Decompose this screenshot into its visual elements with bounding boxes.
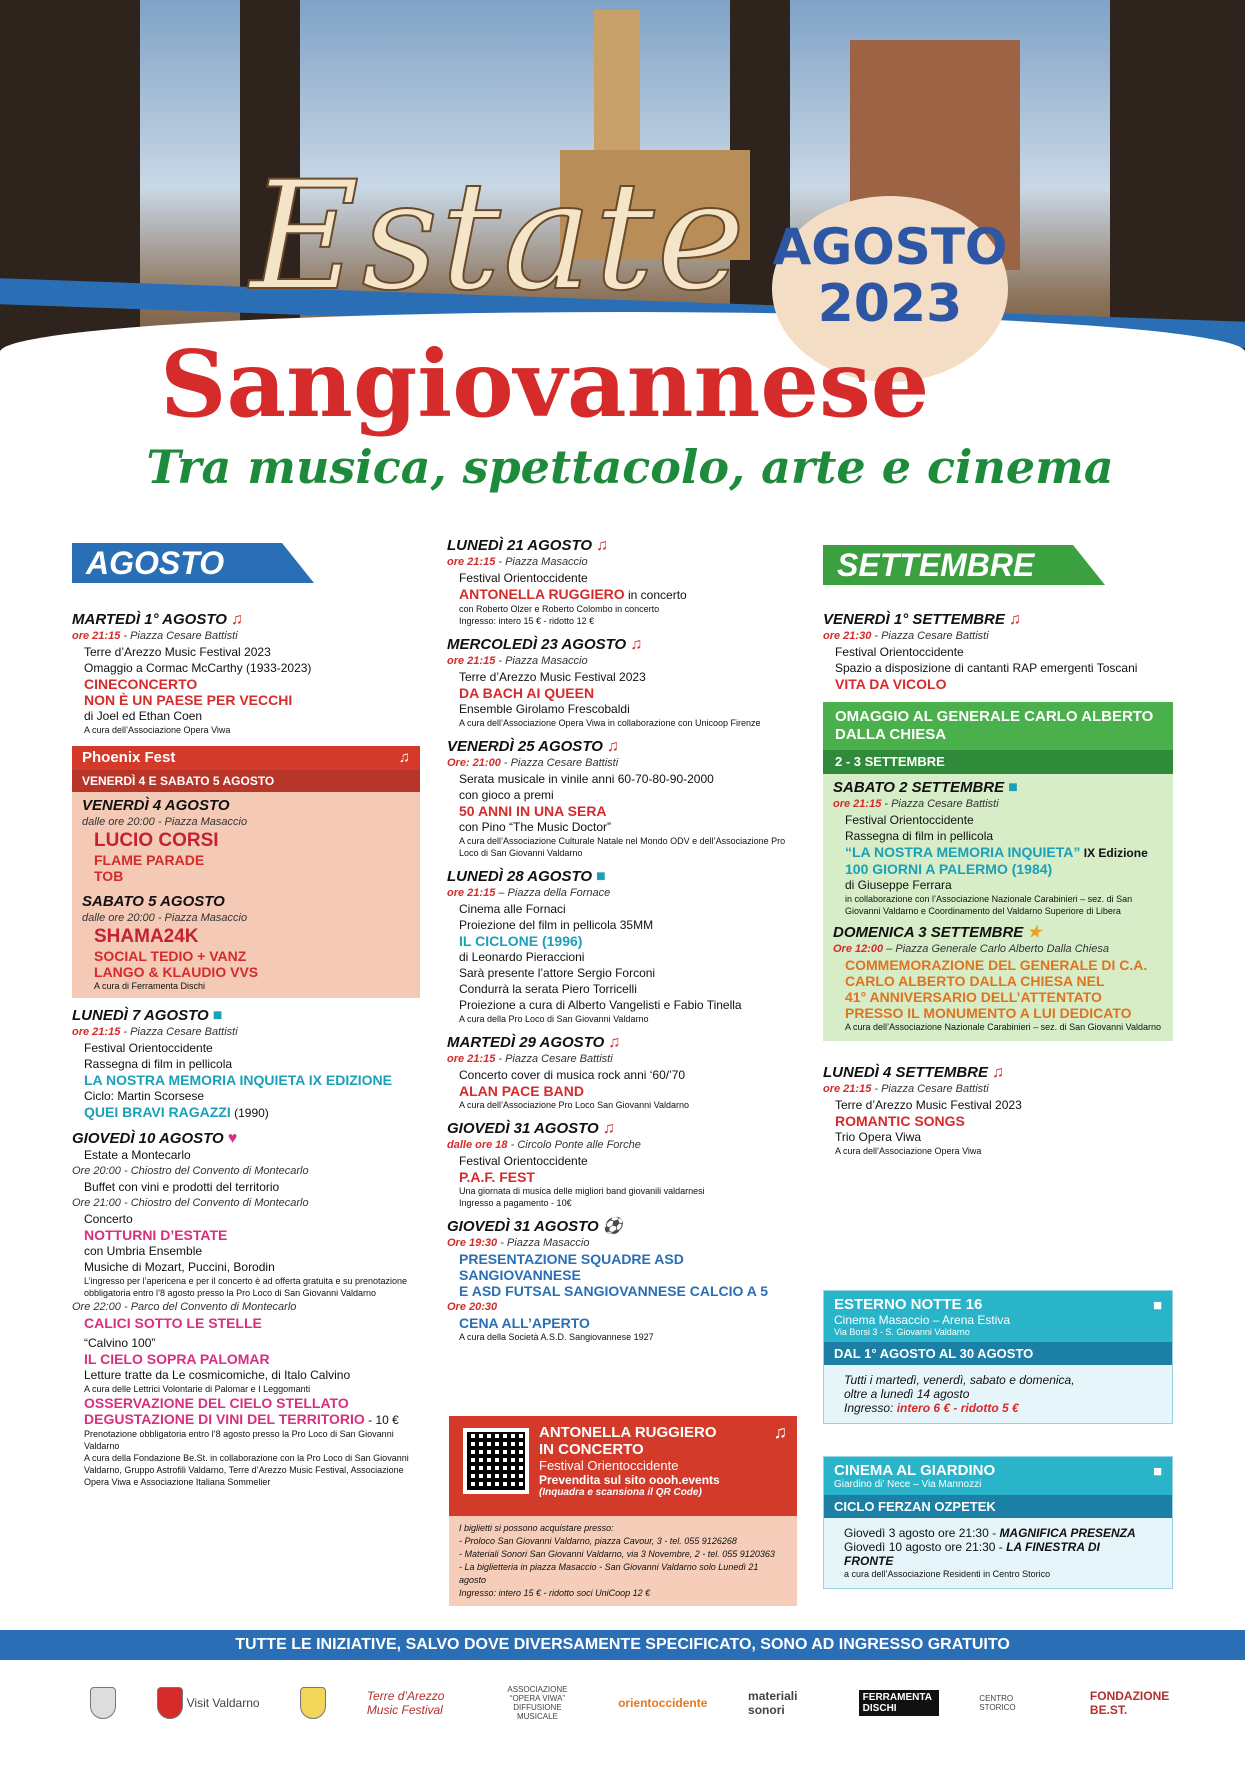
film-title: LA FINESTRA DI FRONTE: [844, 1540, 1100, 1568]
music-note-icon: ♫: [630, 636, 643, 653]
event-date: MARTEDÌ 29 AGOSTO: [447, 1034, 605, 1051]
ticket-info: - La biglietteria in piazza Masaccio - San Giovanni Valdarno solo Lunedì 21 agosto: [459, 1562, 759, 1585]
event-date: SABATO 5 AGOSTO: [82, 893, 225, 910]
event-title: IL CICLONE (1996): [459, 933, 583, 949]
camera-icon: ■: [1008, 779, 1018, 796]
event-title: PRESSO IL MONUMENTO A LUI DEDICATO: [845, 1005, 1132, 1021]
event-note: Prenotazione obbligatoria entro l’8 agosto presso la Pro Loco di San Giovanni Valdarno: [84, 1429, 394, 1451]
event-date: LUNEDÌ 4 SETTEMBRE: [823, 1064, 989, 1081]
event-line: “Calvino 100”: [84, 1336, 156, 1350]
badge-month: AGOSTO: [772, 218, 1008, 276]
camera-icon: ■: [1152, 1463, 1162, 1480]
section-agosto: AGOSTO: [72, 543, 282, 583]
event-line: Festival Orientoccidente: [84, 1041, 213, 1055]
event-date: DOMENICA 3 SETTEMBRE: [833, 924, 1024, 941]
tagline: Tra musica, spettacolo, arte e cinema: [146, 440, 1114, 494]
arch-column: [1110, 0, 1245, 350]
event-line: di Leonardo Pieraccioni: [459, 950, 585, 964]
visit-valdarno-logo-icon: [157, 1687, 183, 1719]
event-where: Ore 19:30 - Piazza Masaccio: [447, 1237, 590, 1249]
giardino-cycle: CICLO FERZAN OZPETEK: [824, 1495, 1172, 1518]
event-where: Ore 22:00 - Parco del Convento di Montecarlo: [72, 1301, 297, 1313]
event: [447, 1035, 801, 1111]
giardino-title: CINEMA AL GIARDINO: [834, 1462, 996, 1479]
event-line: Festival Orientoccidente: [845, 813, 974, 827]
event-title: “LA NOSTRA MEMORIA INQUIETA”: [845, 844, 1081, 860]
artist: SHAMA24K: [94, 926, 199, 947]
music-note-icon: ♫: [992, 1064, 1005, 1081]
phoenix-dates: VENERDÌ 4 E SABATO 5 AGOSTO: [72, 770, 420, 792]
event-line: Cinema alle Fornaci: [459, 902, 566, 916]
event-line: Festival Orientoccidente: [835, 645, 964, 659]
event-title: 100 GIORNI A PALERMO (1984): [845, 861, 1053, 877]
event-credit: a cura dell’Associazione Residenti in Centro Storico: [844, 1569, 1051, 1579]
artist: FLAME PARADE: [94, 852, 205, 868]
event-credit: A cura della Fondazione Be.St. in collaborazione con la Pro Loco di San Giovanni Valdarno, Gruppo Astrofili Valdarno, Terre d’Arezzo Music Festival, Associazione Opera Viwa e Associazione Italiana Sommelier: [84, 1453, 409, 1487]
esterno-line: oltre a lunedì 14 agosto: [844, 1387, 970, 1401]
event-title: ROMANTIC SONGS: [835, 1113, 965, 1129]
music-note-icon: ♫: [608, 1034, 621, 1051]
event-date: VENERDÌ 4 AGOSTO: [82, 797, 230, 814]
logo-fondazione-best: FONDAZIONE BE.ST.: [1089, 1689, 1170, 1717]
event-line: di Joel ed Ethan Coen: [84, 709, 203, 723]
ticket-festival: Festival Orientoccidente: [539, 1458, 679, 1473]
ticket-info: - Proloco San Giovanni Valdarno, piazza Cavour, 3 - tel. 055 9126268: [459, 1536, 737, 1546]
event: [823, 612, 1173, 692]
event: [447, 637, 801, 729]
phoenix-fest-box: [72, 746, 420, 998]
ticket-title: ANTONELLA RUGGIERO: [539, 1424, 717, 1441]
event-date: MERCOLEDÌ 23 AGOSTO: [447, 636, 627, 653]
event-line: con Pino “The Music Doctor”: [459, 820, 612, 834]
title-estate: Estate: [250, 150, 748, 324]
event: LUNEDÌ 21 AGOSTO ♫ ore 21:15 - Piazza Masaccio Festival Orientoccidente ANTONELLA RUGGIERO in concerto con Roberto Olzer e Roberto Colombo in concerto Ingresso: intero 15 € - ridotto 12 €: [447, 538, 801, 627]
logo-materiali-sonori: materiali sonori: [748, 1689, 798, 1717]
artist: TOB: [94, 868, 124, 884]
event-where: ore 21:15 - Piazza Masaccio: [447, 556, 588, 568]
event-line: Condurrà la serata Piero Torricelli: [459, 982, 637, 996]
event-where: ore 21:15 - Piazza Cesare Battisti: [823, 1083, 989, 1095]
event-where: ore 21:15 - Piazza Cesare Battisti: [72, 1026, 238, 1038]
event-where: Ore: 21:00 - Piazza Cesare Battisti: [447, 757, 619, 769]
event-date: GIOVEDÌ 31 AGOSTO: [447, 1120, 599, 1137]
event-credit: in collaborazione con l’Associazione Nazionale Carabinieri – sez. di San Giovanni Valdarno e Coordinamento del Valdarno Superiore di Libera: [845, 894, 1133, 916]
column-2: [447, 538, 801, 1353]
event-line: Letture tratte da Le cosmicomiche, di Italo Calvino: [84, 1368, 351, 1382]
event-title: 50 ANNI IN UNA SERA: [459, 803, 607, 819]
event-line: Estate a Montecarlo: [84, 1148, 191, 1162]
event-line: Una giornata di musica delle migliori band giovanili valdarnesi: [459, 1186, 705, 1196]
event-date: VENERDÌ 25 AGOSTO: [447, 738, 603, 755]
omaggio-box: OMAGGIO AL GENERALE CARLO ALBERTO DALLA CHIESA 2 - 3 SETTEMBRE SABATO 2 SETTEMBRE ■ ore 21:15 - Piazza Cesare Battisti Festival Orientoccidente Rassegna di film in pellicola “LA NOSTRA MEMORIA INQUIETA” IX Edizione 100 GIORNI A PALERMO (1984) di Giuseppe Ferrara in collaborazione con l’Associazione Nazionale Carabinieri – sez. di San Giovanni Valdarno e Coordinamento del Valdarno Superiore di Libera DOMENICA 3 SETTEMBRE ★ Ore 12:00 – Piazza Generale Carlo Alberto Dalla Chiesa COMMEMORAZIONE DEL GENERALE DI C.A. CARLO ALBERTO DALLA CHIESA NEL 41° ANNIVERSARIO DELL’ATTENTATO PRESSO IL MONUMENTO A LUI DEDICATO A cura dell’Associazione Nazionale Carabinieri – sez. di San Giovanni Valdarno: [823, 702, 1173, 1041]
event-date: GIOVEDÌ 31 AGOSTO: [447, 1218, 599, 1235]
event-line: Concerto: [84, 1212, 133, 1226]
event-line: Serata musicale in vinile anni 60-70-80-90-2000: [459, 772, 714, 786]
event-where: Ore 21:00 - Chiostro del Convento di Montecarlo: [72, 1197, 309, 1209]
event-line: Terre d’Arezzo Music Festival 2023: [459, 670, 646, 684]
camera-icon: ■: [1152, 1297, 1162, 1314]
artist: LANGO & KLAUDIO VVS: [94, 964, 259, 980]
event-title: P.A.F. FEST: [459, 1169, 535, 1185]
event-date: SABATO 2 SETTEMBRE: [833, 779, 1005, 796]
logo-orientoccidente: orientoccidente: [618, 1696, 708, 1710]
ticket-presale: Prevendita sul sito oooh.events: [539, 1473, 720, 1487]
event: [447, 1121, 801, 1209]
ticket-box: [449, 1416, 797, 1606]
event-date: GIOVEDÌ 10 AGOSTO ♥: [72, 1130, 238, 1147]
event-where: ore 21:15 – Piazza della Fornace: [447, 887, 611, 899]
event-where: dalle ore 18 - Circolo Ponte alle Forche: [447, 1139, 641, 1151]
event-title: ALAN PACE BAND: [459, 1083, 584, 1099]
giardino-venue: Giardino di’ Nece – Via Mannozzi: [834, 1479, 982, 1490]
music-note-icon: ♫: [398, 749, 410, 766]
event-title: DA BACH AI QUEEN: [459, 685, 595, 701]
event-credit: A cura della Società A.S.D. Sangiovannese 1927: [459, 1332, 654, 1342]
event-line: con Roberto Olzer e Roberto Colombo in concerto: [459, 604, 660, 614]
column-1: [72, 612, 420, 1498]
event-line: Musiche di Mozart, Puccini, Borodin: [84, 1260, 275, 1274]
event-line: Festival Orientoccidente: [459, 1154, 588, 1168]
event-title: E ASD FUTSAL SANGIOVANNESE CALCIO A 5: [459, 1283, 769, 1299]
event-where: ore 21:15 - Piazza Masaccio: [447, 655, 588, 667]
event-where: ore 21:30 - Piazza Cesare Battisti: [823, 630, 989, 642]
event-title: OSSERVAZIONE DEL CIELO STELLATO: [84, 1395, 349, 1411]
event-date: MARTEDÌ 1° AGOSTO ♫: [72, 611, 243, 628]
qr-code[interactable]: [463, 1428, 529, 1494]
proloco-logo-icon: [300, 1687, 326, 1719]
event-line: Concerto cover di musica rock anni ‘60/’70: [459, 1068, 686, 1082]
event-title: QUEI BRAVI RAGAZZI: [84, 1104, 231, 1120]
event-note: L’ingresso per l’apericena e per il concerto è ad offerta gratuita e su prenotazione obbligatoria entro l’8 agosto presso la Pro Loco di San Giovanni Valdarno: [84, 1276, 408, 1298]
event: [447, 739, 801, 859]
ticket-info: - Materiali Sonori San Giovanni Valdarno, via 3 Novembre, 2 - tel. 055 9120363: [459, 1549, 775, 1559]
event-price: - 10 €: [364, 1413, 399, 1427]
music-note-icon: ♫: [596, 537, 609, 554]
event-where: dalle ore 20:00 - Piazza Masaccio: [82, 816, 248, 828]
event: [823, 1065, 1173, 1157]
event-credit: A cura delle Lettrici Volontarie di Palomar e I Leggomanti: [84, 1384, 311, 1394]
esterno-notte-box: ESTERNO NOTTE 16 Cinema Masaccio – Arena Estiva Via Borsi 3 - S. Giovanni Valdarno ■ DAL 1° AGOSTO AL 30 AGOSTO Tutti i martedì, venerdì, sabato e domenica, oltre a lunedì 14 agosto Ingresso: intero 6 € - ridotto 5 €: [823, 1290, 1173, 1424]
ticket-info: Ingresso: intero 15 € - ridotto soci UniCoop 12 €: [459, 1588, 651, 1598]
clock-tower: [594, 10, 640, 160]
event-title: ANTONELLA RUGGIERO: [459, 586, 625, 602]
sponsor-logos: [90, 1685, 1170, 1721]
soccer-ball-icon: ⚽: [602, 1218, 623, 1235]
film-title: MAGNIFICA PRESENZA: [999, 1526, 1136, 1540]
event-date: LUNEDÌ 7 AGOSTO ■: [72, 1007, 223, 1024]
event-credit: A cura dell’Associazione Opera Viwa: [835, 1146, 982, 1156]
logo-centro-storico: CENTRO STORICO: [979, 1694, 1016, 1712]
price-full: intero 6 €: [896, 1401, 951, 1415]
event-title: CALICI SOTTO LE STELLE: [84, 1315, 262, 1331]
logo-opera-viwa: ASSOCIAZIONE “OPERA VIWA” DIFFUSIONE MUSICALE: [507, 1685, 568, 1721]
free-entry-banner: TUTTE LE INIZIATIVE, SALVO DOVE DIVERSAMENTE SPECIFICATO, SONO AD INGRESSO GRATUITO: [0, 1630, 1245, 1660]
event-where: ore 21:15 - Piazza Cesare Battisti: [447, 1053, 613, 1065]
event-line: Spazio a disposizione di cantanti RAP emergenti Toscani: [835, 661, 1138, 675]
event-line: Rassegna di film in pellicola: [845, 829, 994, 843]
event-credit: A cura dell’Associazione Culturale Natale nel Mondo ODV e dell’Associazione Pro Loco di San Giovanni Valdarno: [459, 836, 786, 858]
event-line: Trio Opera Viwa: [835, 1130, 922, 1144]
event-line: Terre d’Arezzo Music Festival 2023: [84, 645, 271, 659]
comune-crest-icon: [90, 1687, 116, 1719]
event-title: NOTTURNI D’ESTATE: [84, 1227, 228, 1243]
ticket-title: IN CONCERTO: [539, 1441, 644, 1458]
ticket-info: I biglietti si possono acquistare presso:: [459, 1523, 614, 1533]
phoenix-title: Phoenix Fest: [82, 749, 176, 766]
event-credit: A cura della Pro Loco di San Giovanni Valdarno: [459, 1014, 649, 1024]
omaggio-dates: 2 - 3 SETTEMBRE: [823, 750, 1173, 774]
event: [447, 869, 801, 1025]
music-note-icon: ♫: [602, 1120, 615, 1137]
event-line: di Giuseppe Ferrara: [845, 878, 952, 892]
esterno-line: Tutti i martedì, venerdì, sabato e domenica,: [844, 1373, 1075, 1387]
event-title: NON È UN PAESE PER VECCHI: [84, 692, 293, 708]
cinema-giardino-box: CINEMA AL GIARDINO Giardino di’ Nece – Via Mannozzi ■ CICLO FERZAN OZPETEK Giovedì 3 agosto ore 21:30 - MAGNIFICA PRESENZA Giovedì 10 agosto ore 21:30 - LA FINESTRA DI FRONTE a cura dell’Associazione Residenti in Centro Storico: [823, 1456, 1173, 1589]
event-title: PRESENTAZIONE SQUADRE ASD SANGIOVANNESE: [459, 1251, 684, 1283]
event-where: dalle ore 20:00 - Piazza Masaccio: [82, 912, 248, 924]
event-where: Ore 20:00 - Chiostro del Convento di Montecarlo: [72, 1165, 309, 1177]
event-line: Ensemble Girolamo Frescobaldi: [459, 702, 630, 716]
event-title: DEGUSTAZIONE DI VINI DEL TERRITORIO: [84, 1411, 365, 1427]
event-line: Proiezione del film in pellicola 35MM: [459, 918, 654, 932]
logo-terre-arezzo: Terre d’Arezzo Music Festival: [366, 1689, 445, 1717]
event-credit: A cura di Ferramenta Dischi: [94, 981, 206, 991]
event-line: Omaggio a Cormac McCarthy (1933-2023): [84, 661, 312, 675]
event-where: Ore 12:00 – Piazza Generale Carlo Alberto Dalla Chiesa: [833, 943, 1109, 955]
ticket-qr-hint: (Inquadra e scansiona il QR Code): [539, 1487, 702, 1498]
star-icon: ★: [1027, 924, 1042, 941]
event: [72, 612, 420, 736]
event-price: Ingresso: intero 15 € - ridotto 12 €: [459, 616, 595, 626]
event-title: CARLO ALBERTO DALLA CHIESA NEL: [845, 973, 1105, 989]
camera-icon: ■: [596, 868, 606, 885]
event: GIOVEDÌ 31 AGOSTO ⚽ Ore 19:30 - Piazza Masaccio PRESENTAZIONE SQUADRE ASD SANGIOVANNESE E ASD FUTSAL SANGIOVANNESE CALCIO A 5 Ore 20:30 CENA ALL’APERTO A cura della Società A.S.D. Sangiovannese 1927: [447, 1219, 801, 1343]
event-line: con Umbria Ensemble: [84, 1244, 203, 1258]
esterno-dates: DAL 1° AGOSTO AL 30 AGOSTO: [824, 1342, 1172, 1365]
artist: LUCIO CORSI: [94, 830, 219, 851]
event-title: VITA DA VICOLO: [835, 676, 947, 692]
esterno-venue: Cinema Masaccio – Arena Estiva: [834, 1313, 1011, 1327]
artist: SOCIAL TEDIO + VANZ: [94, 948, 247, 964]
event-title: LA NOSTRA MEMORIA INQUIETA IX EDIZIONE: [84, 1072, 392, 1088]
event-title: CENA ALL’APERTO: [459, 1315, 590, 1331]
event-line: Rassegna di film in pellicola: [84, 1057, 233, 1071]
event-title: CINECONCERTO: [84, 676, 198, 692]
event: [72, 1131, 420, 1488]
event-credit: A cura dell’Associazione Opera Viwa in collaborazione con Unicoop Firenze: [459, 718, 761, 728]
music-note-icon: ♫: [1008, 611, 1021, 628]
event-title: COMMEMORAZIONE DEL GENERALE DI C.A.: [845, 957, 1148, 973]
event-year: (1990): [234, 1106, 269, 1120]
event: [72, 1008, 420, 1121]
event-line: Ciclo: Martin Scorsese: [84, 1089, 205, 1103]
section-settembre: SETTEMBRE: [823, 545, 1073, 585]
event-line: Terre d’Arezzo Music Festival 2023: [835, 1098, 1022, 1112]
wine-glass-icon: ♥: [227, 1130, 238, 1147]
price-reduced: - ridotto 5 €: [950, 1401, 1019, 1415]
event-where: ore 21:15 - Piazza Cesare Battisti: [833, 798, 999, 810]
event-line: Sarà presente l’attore Sergio Forconi: [459, 966, 656, 980]
event-date: LUNEDÌ 21 AGOSTO: [447, 537, 593, 554]
event-credit: A cura dell’Associazione Opera Viwa: [84, 725, 231, 735]
column-3: [823, 612, 1173, 1167]
event-price: Ingresso a pagamento - 10€: [459, 1198, 572, 1208]
event-line: Proiezione a cura di Alberto Vangelisti e Fabio Tinella: [459, 998, 742, 1012]
badge-year: 2023: [817, 274, 963, 334]
music-note-icon: ♫: [230, 611, 243, 628]
logo-ferramenta-dischi: FERRAMENTA DISCHI: [859, 1690, 939, 1716]
logo-visit-valdarno: Visit Valdarno: [186, 1696, 260, 1710]
event-line: Buffet con vini e prodotti del territorio: [84, 1180, 280, 1194]
event-date: LUNEDÌ 28 AGOSTO: [447, 868, 593, 885]
music-note-icon: ♫: [773, 1422, 787, 1442]
event-line: Festival Orientoccidente: [459, 571, 588, 585]
event-where: ore 21:15 - Piazza Cesare Battisti: [72, 630, 238, 642]
esterno-address: Via Borsi 3 - S. Giovanni Valdarno: [834, 1327, 970, 1337]
event-line: con gioco a premi: [459, 788, 554, 802]
event-credit: A cura dell’Associazione Pro Loco San Giovanni Valdarno: [459, 1100, 689, 1110]
camera-icon: ■: [212, 1007, 223, 1024]
event-title: 41° ANNIVERSARIO DELL’ATTENTATO: [845, 989, 1102, 1005]
omaggio-title: OMAGGIO AL GENERALE CARLO ALBERTO DALLA CHIESA: [823, 702, 1173, 750]
event-date: VENERDÌ 1° SETTEMBRE: [823, 611, 1005, 628]
event-credit: A cura dell’Associazione Nazionale Carabinieri – sez. di San Giovanni Valdarno: [845, 1022, 1162, 1032]
music-note-icon: ♫: [606, 738, 619, 755]
event-title: IL CIELO SOPRA PALOMAR: [84, 1351, 270, 1367]
esterno-title: ESTERNO NOTTE 16: [834, 1296, 983, 1313]
title-sangiovannese: Sangiovannese: [160, 330, 930, 438]
